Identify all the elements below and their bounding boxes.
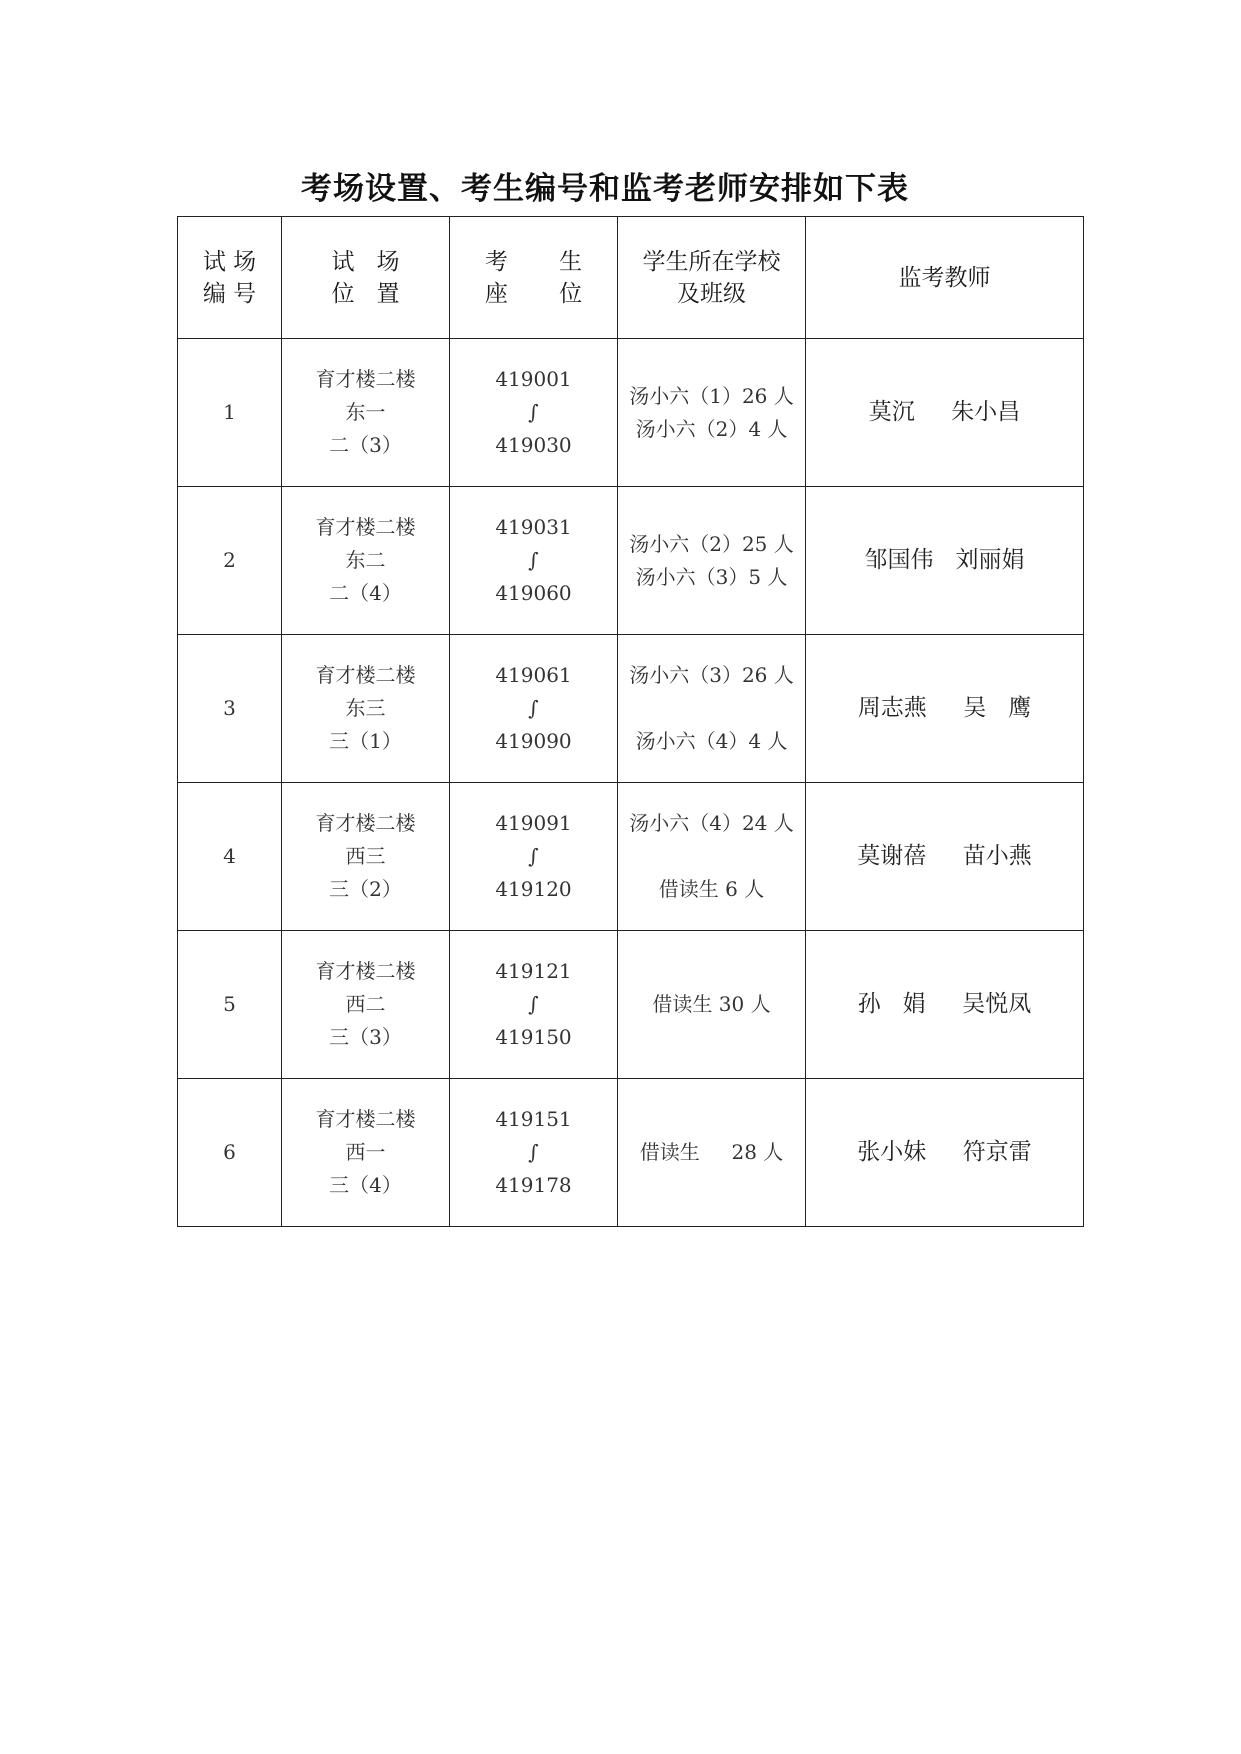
cell-location: 育才楼二楼 西三 三（2） [282, 783, 450, 931]
table-row [178, 931, 1084, 1079]
header-school-class: 学生所在学校 及班级 [618, 217, 806, 339]
cell-seat-range: 419091 ∫ 419120 [450, 783, 618, 931]
cell-seat-range: 419031 ∫ 419060 [450, 487, 618, 635]
cell-school-class: 借读生 28 人 [618, 1079, 806, 1227]
cell-teachers: 邹国伟 刘丽娟 [806, 487, 1084, 635]
cell-teachers: 莫沉 朱小昌 [806, 339, 1084, 487]
cell-location: 育才楼二楼 西二 三（3） [282, 931, 450, 1079]
cell-seat-range: 419151 ∫ 419178 [450, 1079, 618, 1227]
cell-school-class: 借读生 30 人 [618, 931, 806, 1079]
header-teachers: 监考教师 [806, 217, 1084, 339]
cell-location: 育才楼二楼 东一 二（3） [282, 339, 450, 487]
cell-room-no: 4 [178, 783, 282, 931]
cell-room-no: 6 [178, 1079, 282, 1227]
cell-school-class: 汤小六（3）26 人 汤小六（4）4 人 [618, 635, 806, 783]
cell-seat-range: 419001 ∫ 419030 [450, 339, 618, 487]
cell-school-class: 汤小六（2）25 人 汤小六（3）5 人 [618, 487, 806, 635]
header-room-no: 试 场 编 号 [178, 217, 282, 339]
cell-teachers: 张小妹 符京雷 [806, 1079, 1084, 1227]
cell-room-no: 2 [178, 487, 282, 635]
cell-room-no: 1 [178, 339, 282, 487]
cell-teachers: 周志燕 吴 鹰 [806, 635, 1084, 783]
cell-seat-range: 419061 ∫ 419090 [450, 635, 618, 783]
cell-teachers: 莫谢蓓 苗小燕 [806, 783, 1084, 931]
cell-room-no: 5 [178, 931, 282, 1079]
page-title: 考场设置、考生编号和监考老师安排如下表 [301, 171, 909, 207]
table-row [178, 1079, 1084, 1227]
table-row [178, 635, 1084, 783]
exam-arrangement-table [177, 216, 1084, 1227]
header-location: 试 场 位 置 [282, 217, 450, 339]
cell-teachers: 孙 娟 吴悦凤 [806, 931, 1084, 1079]
cell-room-no: 3 [178, 635, 282, 783]
cell-location: 育才楼二楼 东二 二（4） [282, 487, 450, 635]
cell-location: 育才楼二楼 东三 三（1） [282, 635, 450, 783]
cell-location: 育才楼二楼 西一 三（4） [282, 1079, 450, 1227]
table-row [178, 487, 1084, 635]
cell-school-class: 汤小六（1）26 人 汤小六（2）4 人 [618, 339, 806, 487]
cell-school-class: 汤小六（4）24 人 借读生 6 人 [618, 783, 806, 931]
table-header-row [178, 217, 1084, 339]
cell-seat-range: 419121 ∫ 419150 [450, 931, 618, 1079]
table-row [178, 783, 1084, 931]
header-seat: 考 生 座 位 [450, 217, 618, 339]
table-row [178, 339, 1084, 487]
